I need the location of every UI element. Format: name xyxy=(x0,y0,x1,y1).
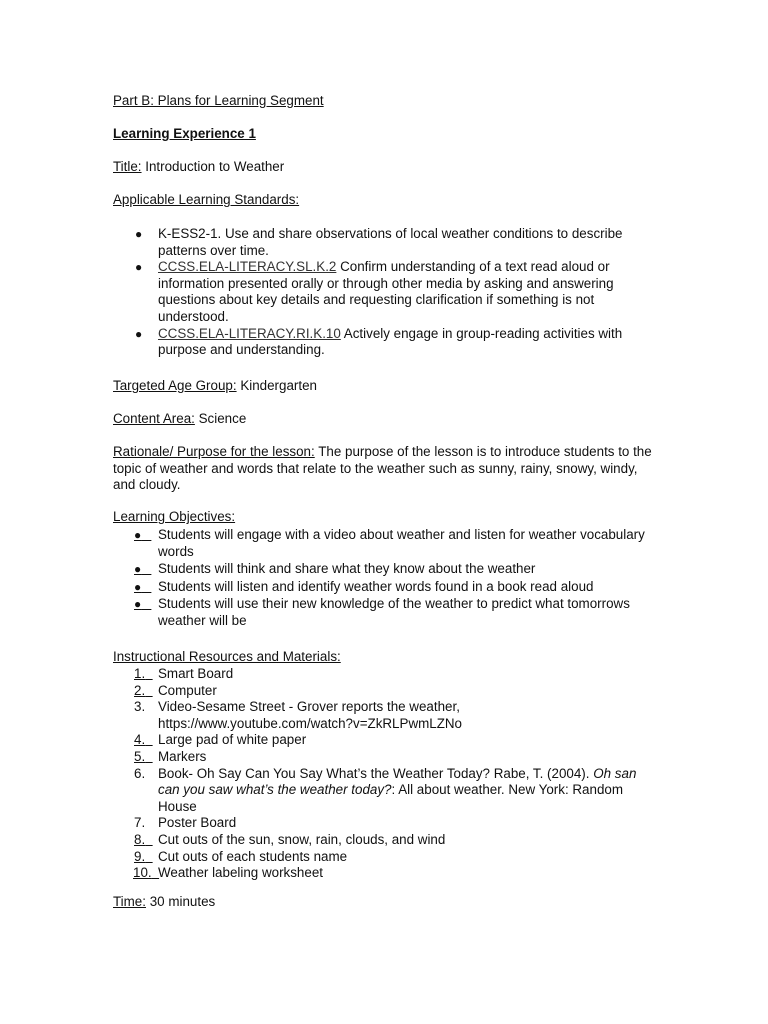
bullet-icon: ● xyxy=(135,227,143,241)
standard-text: K-ESS2-1. Use and share observations of local weather conditions to describe patterns over time. xyxy=(158,226,623,258)
resource-item xyxy=(113,732,653,749)
item-number: 2. xyxy=(134,682,146,698)
item-number: 5. xyxy=(134,748,146,764)
rationale-label: Rationale/ Purpose for the lesson: xyxy=(113,444,315,459)
resource-item xyxy=(113,849,653,866)
objective-item xyxy=(113,527,653,560)
item-number: 1. xyxy=(134,666,146,681)
bullet-icon: ● xyxy=(134,528,142,542)
content-area-value: Science xyxy=(198,411,247,426)
objective-text: Students will think and share what they know about the weather xyxy=(158,561,536,577)
objectives-list xyxy=(113,527,653,630)
objectives-label: Learning Objectives: xyxy=(113,509,236,524)
resource-item xyxy=(113,815,653,832)
resources-label: Instructional Resources and Materials: xyxy=(113,649,341,664)
standard-text: Confirm understanding of a text read aloud or information presented orally or through other media by asking and answering questions about key details and requesting clarification if something is not understood. xyxy=(158,259,614,324)
content-area-label: Content Area: xyxy=(113,411,195,426)
standard-item xyxy=(113,326,653,359)
age-group-value: Kindergarten xyxy=(240,378,317,393)
standard-item xyxy=(113,226,653,259)
objective-text: Students will engage with a video about weather and listen for weather vocabulary words xyxy=(158,527,645,559)
time-line xyxy=(113,894,653,911)
resource-item xyxy=(113,749,653,766)
item-number: 9. xyxy=(134,848,146,864)
resource-item xyxy=(113,683,653,700)
bullet-icon: ● xyxy=(135,326,143,341)
resource-item xyxy=(113,666,653,683)
objective-text: Students will use their new knowledge of the weather to predict what tomorrows weather will be xyxy=(158,596,630,628)
resource-text: : All about weather. New York: Random House xyxy=(158,782,623,814)
objective-text: Students will listen and identify weather words found in a book read aloud xyxy=(158,578,594,594)
resource-text: Cut outs of the sun, snow, rain, clouds, and wind xyxy=(158,831,446,847)
content-area-line xyxy=(113,411,653,428)
resource-item xyxy=(113,832,653,849)
resource-text: Computer xyxy=(158,682,217,698)
bullet-icon: ● xyxy=(134,597,142,612)
resource-text: Poster Board xyxy=(158,815,237,831)
resource-item xyxy=(113,699,653,732)
time-value: 30 minutes xyxy=(149,894,216,909)
standards-list xyxy=(113,226,653,359)
item-number: 7. xyxy=(134,815,146,831)
item-number: 10. xyxy=(133,865,152,881)
resource-item xyxy=(113,766,653,816)
resource-text: Video-Sesame Street - Grover reports the weather, https://www.youtube.com/watch?v=ZkRLPwmLZNo xyxy=(158,699,463,731)
title-value: Introduction to Weather xyxy=(145,159,285,174)
age-group-line xyxy=(113,378,653,395)
section-heading: Part B: Plans for Learning Segment xyxy=(113,93,324,108)
age-group-label: Targeted Age Group: xyxy=(113,378,237,393)
item-number: 4. xyxy=(134,732,146,748)
objective-item xyxy=(113,596,653,629)
standard-code-link[interactable]: CCSS.ELA-LITERACY.RI.K.10 xyxy=(158,325,341,341)
resource-text: Smart Board xyxy=(158,666,234,681)
item-number: 6. xyxy=(134,765,146,781)
bullet-icon: ● xyxy=(134,579,142,594)
learning-experience-title: Learning Experience 1 xyxy=(113,126,256,141)
resource-text: Cut outs of each students name xyxy=(158,848,348,864)
resource-text: Book- Oh Say Can You Say What’s the Weather Today? Rabe, T. (2004). xyxy=(158,765,594,781)
standard-code-link[interactable]: CCSS.ELA-LITERACY.SL.K.2 xyxy=(158,259,337,275)
bullet-icon: ● xyxy=(135,260,143,275)
objective-item xyxy=(113,561,653,578)
time-label: Time: xyxy=(113,894,146,909)
resource-item xyxy=(113,865,653,882)
resources-list xyxy=(113,666,653,882)
bullet-icon: ● xyxy=(134,562,142,577)
resource-text: Weather labeling worksheet xyxy=(158,865,323,881)
standards-label: Applicable Learning Standards: xyxy=(113,192,300,207)
standard-item xyxy=(113,259,653,325)
objective-item xyxy=(113,579,653,596)
resource-italic-title: Oh san can you saw what’s the weather today? xyxy=(158,765,637,798)
rationale-text: The purpose of the lesson is to introduce students to the topic of weather and words that relate to the weather such as sunny, rainy, snowy, windy, and cloudy. xyxy=(113,444,652,493)
item-number: 8. xyxy=(134,831,146,847)
title-label: Title: xyxy=(113,159,142,174)
resource-text: Markers xyxy=(158,748,207,764)
item-number: 3. xyxy=(134,699,146,715)
title-line xyxy=(113,159,653,176)
resource-text: Large pad of white paper xyxy=(158,732,307,748)
rationale-paragraph xyxy=(113,444,653,494)
standard-text: Actively engage in group-reading activities with purpose and understanding. xyxy=(158,325,623,358)
